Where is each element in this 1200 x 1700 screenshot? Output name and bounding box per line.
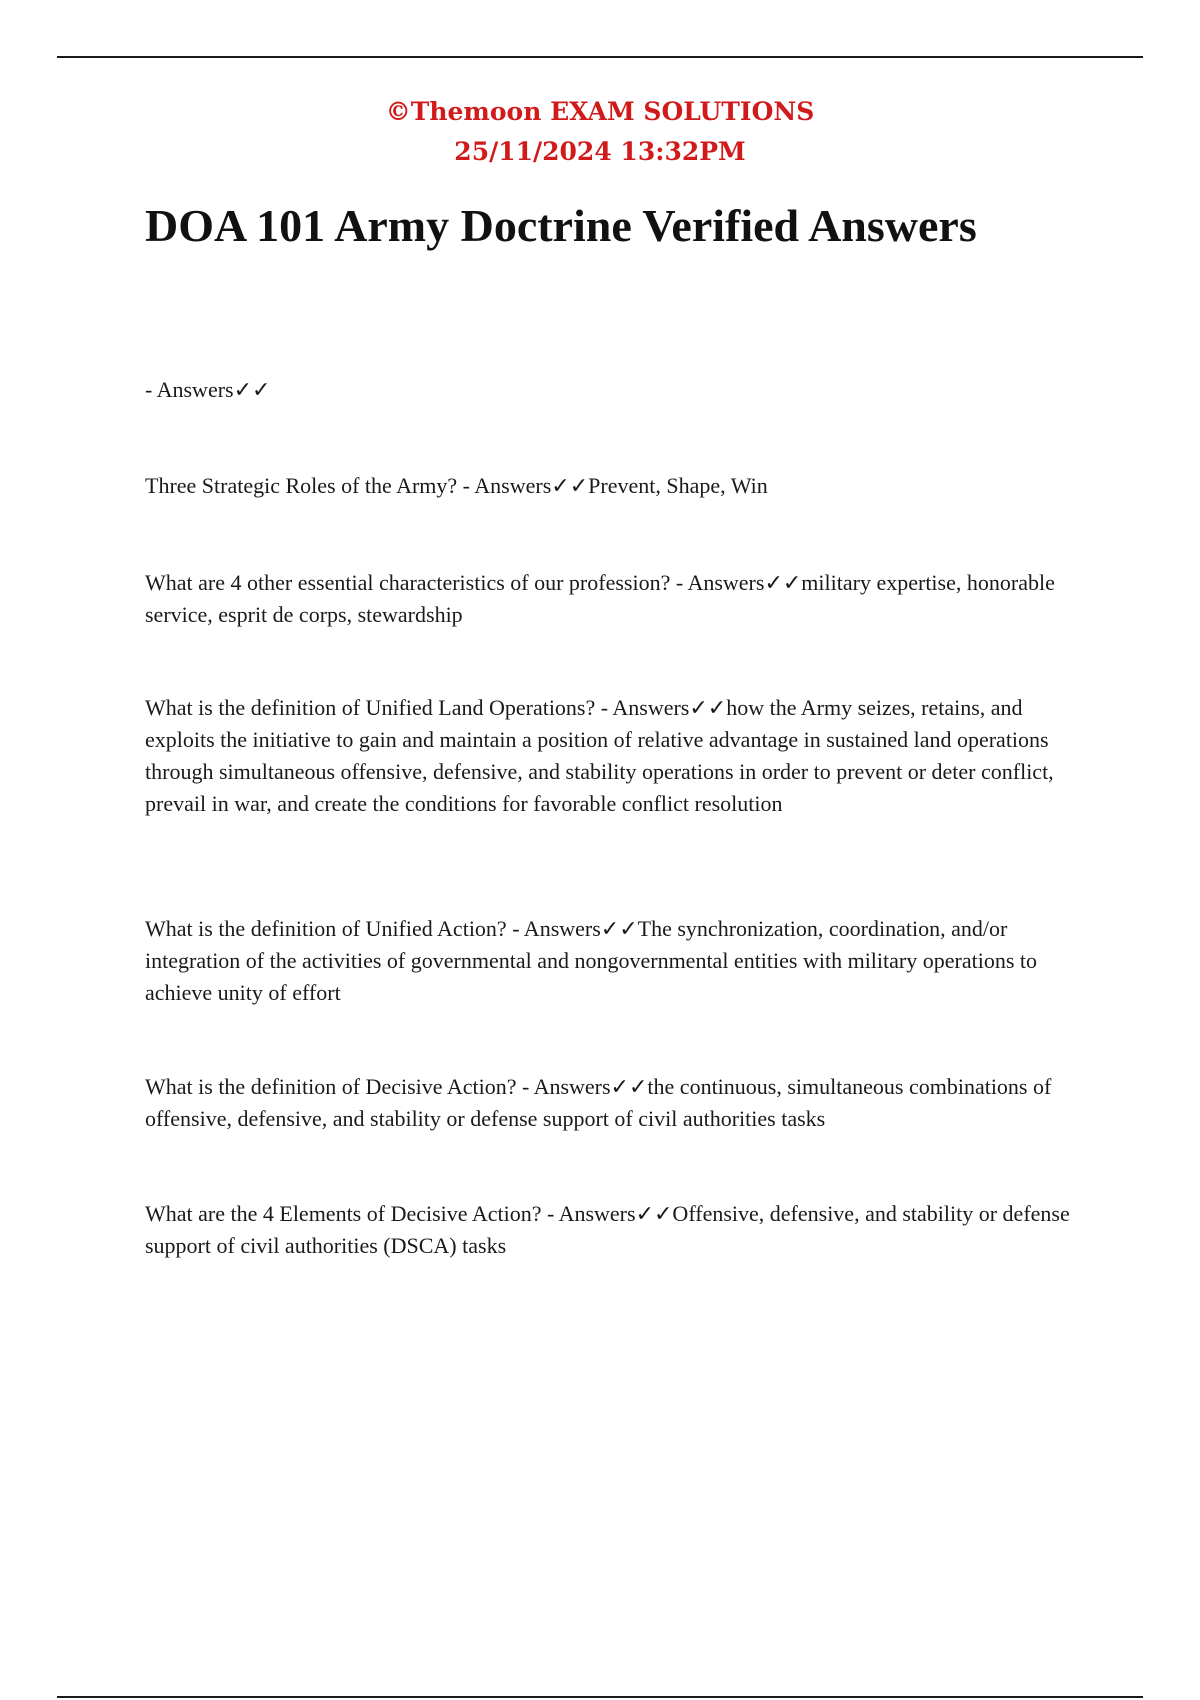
- document-title: DOA 101 Army Doctrine Verified Answers: [145, 200, 977, 251]
- qa-entry: What are 4 other essential characteristics of our profession? - Answers✓✓military expertise, honorable service, esprit de corps, stewardship: [145, 570, 1055, 627]
- watermark-date: 25/11/2024 13:32PM: [454, 137, 746, 166]
- qa-entry: What is the definition of Decisive Action? - Answers✓✓the continuous, simultaneous combinations of offensive, defensive, and stability or defense support of civil authorities tasks: [145, 1074, 1052, 1131]
- bottom-rule: [57, 1696, 1143, 1698]
- qa-entry: What is the definition of Unified Land Operations? - Answers✓✓how the Army seizes, retains, and exploits the initiative to gain and maintain a position of relative advantage in sustained land operations through simultaneous offensive, defensive, and stability operations in order to prevent or deter conflict, prevail in war, and create the conditions for favorable conflict resolution: [145, 695, 1054, 816]
- watermark-header: [0, 92, 1200, 172]
- qa-entry: What are the 4 Elements of Decisive Action? - Answers✓✓Offensive, defensive, and stability or defense support of civil authorities (DSCA) tasks: [145, 1201, 1070, 1258]
- qa-entry: Three Strategic Roles of the Army? - Answers✓✓Prevent, Shape, Win: [145, 473, 768, 498]
- qa-entry: - Answers✓✓: [145, 377, 271, 402]
- watermark-line-1: ©Themoon EXAM SOLUTIONS: [385, 97, 815, 126]
- top-rule: [57, 56, 1143, 58]
- qa-entry: What is the definition of Unified Action? - Answers✓✓The synchronization, coordination, and/or integration of the activities of governmental and nongovernmental entities with military operations to achieve unity of effort: [145, 916, 1037, 1005]
